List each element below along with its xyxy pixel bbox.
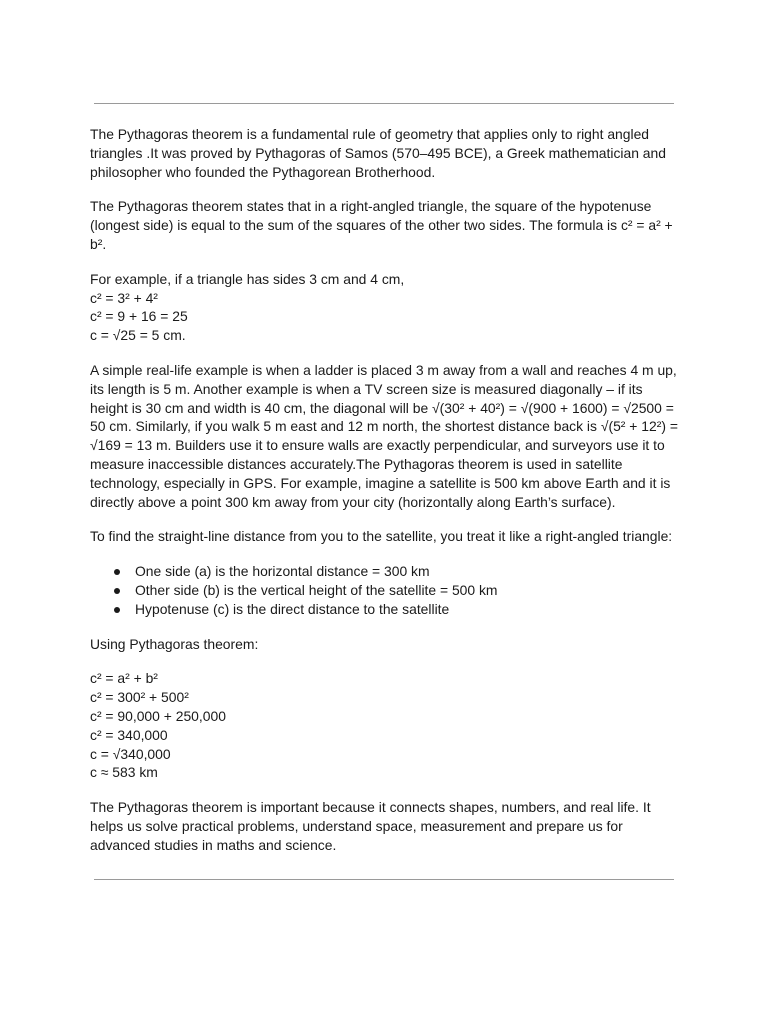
list-item xyxy=(90,562,680,581)
using-theorem-line: Using Pythagoras theorem: xyxy=(90,635,259,652)
list-item-text: Other side (b) is the vertical height of the satellite = 500 km xyxy=(135,581,498,598)
real-life-paragraph: A simple real-life example is when a ladder is placed 3 m away from a wall and reaches 4 m up, its length is 5 m. Another example is when a TV screen size is measured diagonally – if its height is 30 cm and width is 40 cm, the diagonal will be √(30² + 40²) = √(900 + 1600) = √2500 = 50 cm. Similarly, if you walk 5 m east and 12 m north, the shortest distance back is √(5² + 12²) = √169 = 13 m. Builders use it to ensure walls are exactly perpendicular, and surveyors use it to measure inaccessible distances accurately.The Pythagoras theorem is used in satellite technology, especially in GPS. For example, imagine a satellite is 500 km above Earth and it is directly above a point 300 km away from your city (horizontally along Earth’s surface). xyxy=(90,361,678,510)
example-line: c² = 9 + 16 = 25 xyxy=(90,308,188,325)
list-item xyxy=(90,581,680,600)
example-line: c = √25 = 5 cm. xyxy=(90,327,186,344)
calc-line: c² = 340,000 xyxy=(90,726,168,743)
calc-line: c = √340,000 xyxy=(90,745,171,762)
bullet-icon xyxy=(114,569,120,575)
intro-paragraph: The Pythagoras theorem is a fundamental rule of geometry that applies only to right angled triangles .It was proved by Pythagoras of Samos (570–495 BCE), a Greek mathematician and philosopher who founded the Pythagorean Brotherhood. xyxy=(90,126,666,180)
calculation-block xyxy=(90,669,680,782)
list-item xyxy=(90,600,680,619)
calc-line: c² = 90,000 + 250,000 xyxy=(90,707,226,724)
document-body xyxy=(90,125,680,855)
list-item-text: One side (a) is the horizontal distance = 300 km xyxy=(135,563,430,580)
example-line: c² = 3² + 4² xyxy=(90,289,158,306)
bullet-list xyxy=(90,562,680,618)
calc-line: c ≈ 583 km xyxy=(90,764,158,781)
top-divider xyxy=(94,103,674,104)
example-line: For example, if a triangle has sides 3 cm and 4 cm, xyxy=(90,270,405,287)
bottom-divider xyxy=(94,879,674,880)
satellite-intro-paragraph: To find the straight-line distance from you to the satellite, you treat it like a right-angled triangle: xyxy=(90,528,673,545)
conclusion-paragraph: The Pythagoras theorem is important because it connects shapes, numbers, and real life. It helps us solve practical problems, understand space, measurement and prepare us for advanced studies in maths and science. xyxy=(90,799,651,853)
example-block xyxy=(90,270,680,345)
bullet-icon xyxy=(114,607,120,613)
list-item-text: Hypotenuse (c) is the direct distance to the satellite xyxy=(135,600,450,617)
calc-line: c² = a² + b² xyxy=(90,670,158,687)
statement-paragraph: The Pythagoras theorem states that in a right-angled triangle, the square of the hypotenuse (longest side) is equal to the sum of the squares of the other two sides. The formula is c² = a² + b². xyxy=(90,198,673,252)
bullet-icon xyxy=(114,588,120,594)
calc-line: c² = 300² + 500² xyxy=(90,689,189,706)
